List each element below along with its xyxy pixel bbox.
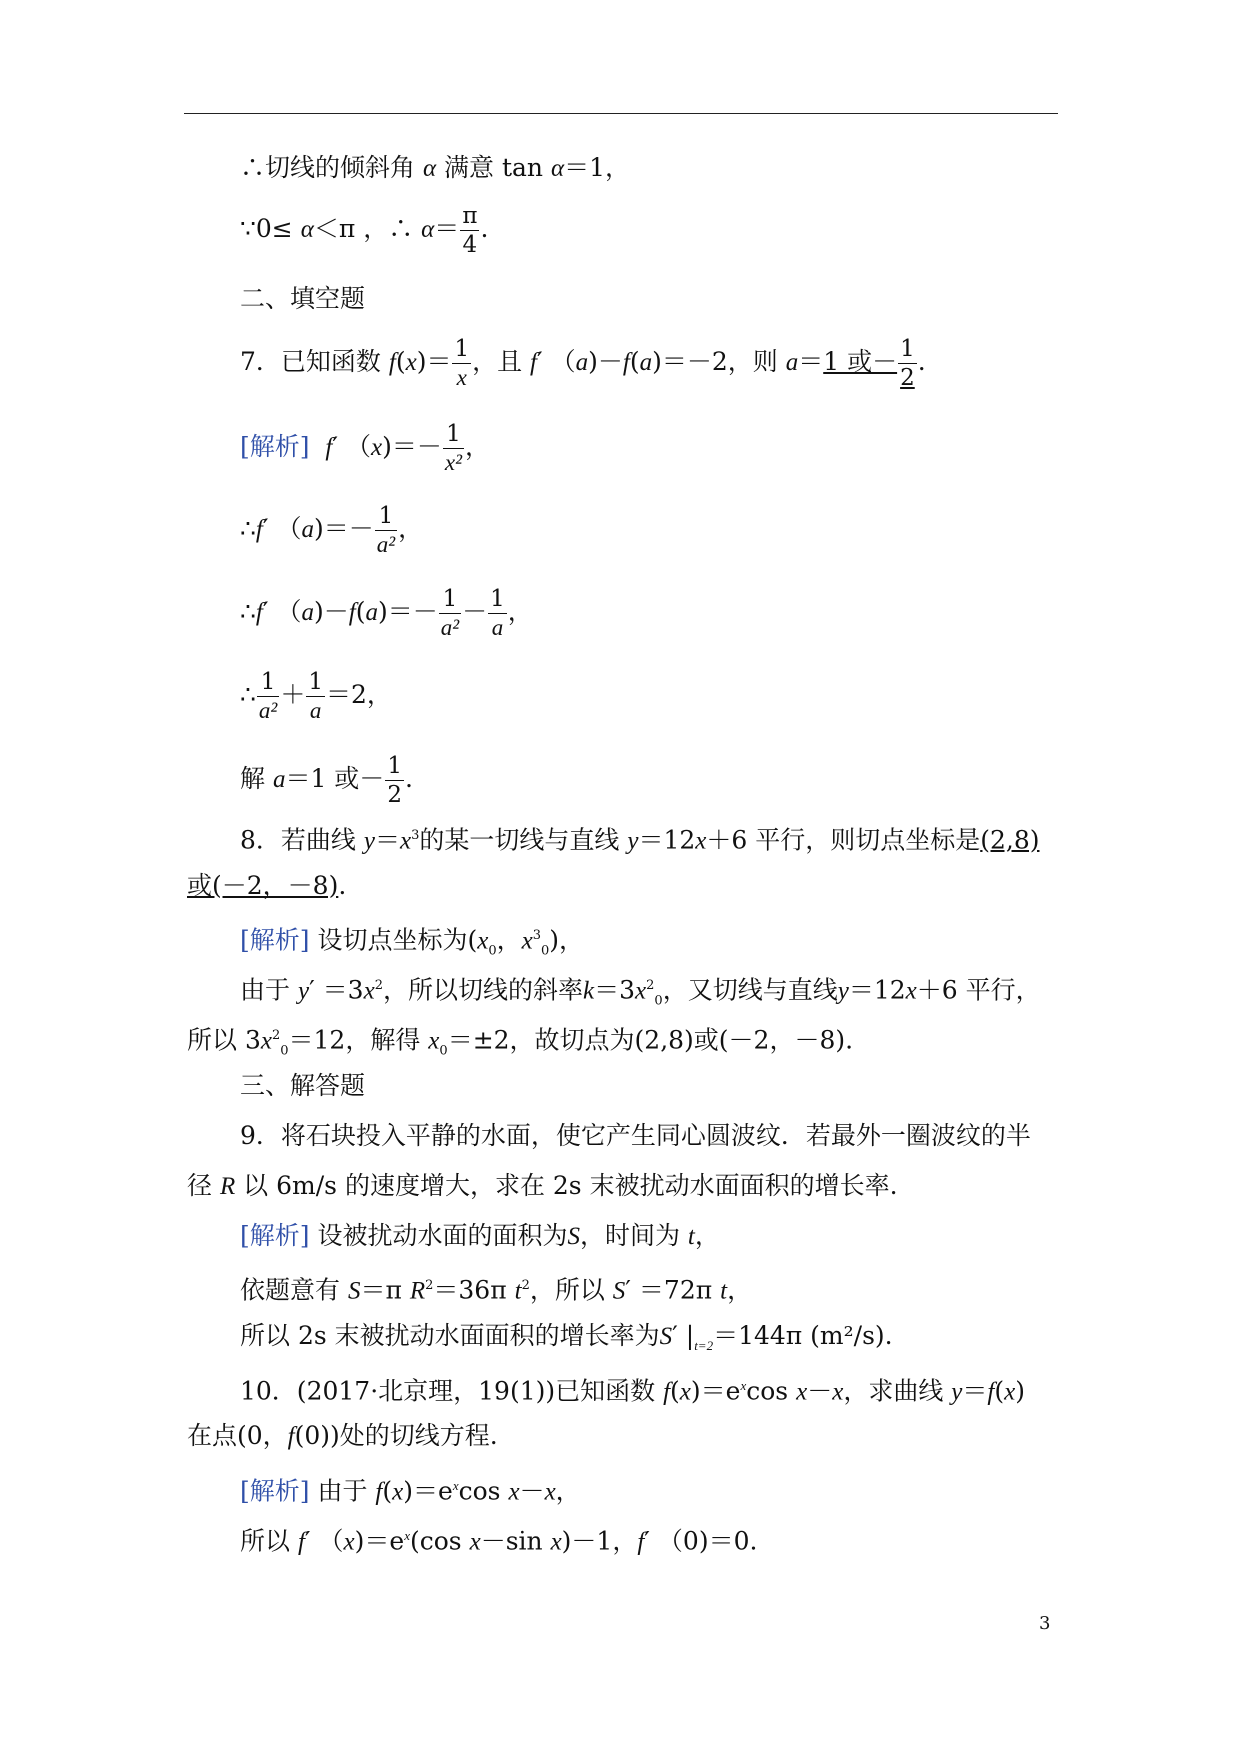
numerator: π [462, 203, 478, 229]
math-var: x [508, 1478, 520, 1506]
math-var: S [347, 1277, 361, 1305]
math-var: x [1004, 1378, 1016, 1406]
section-heading: 三、解答题 [240, 1071, 366, 1100]
text: 所以 3 [187, 1025, 261, 1055]
answer-blank: 1 或－ [823, 347, 898, 376]
math-var: x [905, 977, 917, 1005]
superscript: 2 [374, 978, 383, 993]
math-var: a [301, 516, 314, 543]
text: 设切点坐标为( [309, 925, 478, 955]
text: ＝ [962, 1376, 988, 1406]
text: 以 6m/s 的速度增大，求在 2s 末被扰动水面面积的增长率. [235, 1171, 898, 1200]
text: ∴ [240, 680, 256, 709]
superscript: 2 [425, 1278, 434, 1293]
text: )， [549, 925, 585, 955]
math-var: x [679, 1378, 691, 1406]
math-var: t [687, 1223, 695, 1250]
text: ∴ [240, 597, 256, 626]
superscript: x [452, 1478, 459, 1493]
text: 依题意有 [240, 1275, 348, 1305]
math-var: f [637, 1528, 645, 1556]
denominator: a [309, 698, 322, 723]
question-8-cont [187, 870, 346, 902]
denominator: 4 [462, 232, 478, 258]
text: 10．(2017·北京理，19(1))已知函数 [240, 1376, 664, 1406]
question-9-cont [187, 1170, 898, 1203]
subscript: 0 [280, 1043, 289, 1059]
text: cos [746, 1376, 797, 1406]
fraction [452, 335, 471, 392]
superscript: 2 [646, 978, 655, 993]
text: ＝2， [325, 680, 392, 709]
math-var: α [550, 155, 565, 182]
superscript: 3 [411, 828, 420, 843]
math-var: x [477, 927, 489, 955]
text: )＝－ [382, 432, 442, 461]
math-var: S [612, 1277, 626, 1305]
math-var: f [388, 349, 396, 376]
superscript: x [740, 1378, 747, 1393]
math-var: x [399, 827, 412, 855]
analysis-line [240, 920, 584, 967]
text: ′ （0)＝0. [644, 1526, 758, 1556]
math-var: α [422, 155, 437, 182]
text: )＝－ [377, 597, 438, 626]
text: ， [398, 514, 424, 543]
numerator: 1 [443, 420, 464, 449]
text: ′ ＝72π [625, 1275, 721, 1305]
denominator: x² [444, 450, 462, 475]
answer-blank: 或(－2，－8) [187, 871, 339, 900]
page-number: 3 [1039, 1613, 1051, 1634]
numerator: 1 [490, 586, 505, 612]
text: 7．已知函数 [240, 347, 389, 376]
text: ＝144π (m²/s). [713, 1321, 893, 1350]
text: )＝－2，则 [652, 347, 786, 376]
text: 由于 [309, 1476, 376, 1506]
text: ( [355, 597, 366, 626]
math-var: x [544, 1478, 556, 1506]
text: . [917, 347, 926, 376]
text: ，且 [472, 347, 531, 376]
math-var: x [832, 1378, 844, 1406]
math-var: a [639, 349, 653, 376]
math-var: a [301, 599, 314, 626]
text: ＝3 [594, 975, 636, 1005]
math-var: a [272, 766, 286, 793]
fraction [488, 585, 507, 642]
question-7 [240, 335, 926, 392]
text: ， [464, 432, 490, 461]
subscript: t=2 [694, 1338, 714, 1353]
math-var: y [627, 827, 639, 855]
text: ∵0≤ [240, 214, 301, 243]
fraction [439, 585, 461, 642]
numerator: 1 [387, 753, 402, 779]
text-line [240, 202, 488, 259]
text: )－ [588, 347, 623, 376]
denominator: a² [376, 532, 396, 557]
math-var: f [297, 1528, 305, 1556]
text: ＝π [360, 1275, 410, 1305]
text: －sin [480, 1526, 551, 1556]
analysis-tag: [解析] [240, 1476, 310, 1506]
analysis-tag: [解析] [240, 925, 310, 955]
analysis-line [240, 970, 1041, 1017]
math-var: f [530, 349, 537, 376]
math-var: x [428, 1027, 440, 1055]
math-var: x [796, 1378, 808, 1406]
analysis-tag: [解析] [240, 1221, 310, 1250]
math-var: f [375, 1478, 383, 1506]
text: ， [694, 1221, 720, 1250]
analysis-line [240, 1320, 893, 1362]
math-var: x [392, 1478, 404, 1506]
text: 在点(0， [187, 1421, 288, 1450]
text: ，求曲线 [843, 1376, 952, 1406]
text: . [338, 871, 347, 900]
text: (0))处的切线方程. [294, 1421, 498, 1450]
answer-blank: (2,8) [980, 825, 1040, 855]
text: 8．若曲线 [240, 825, 364, 855]
math-var: x [695, 827, 707, 855]
numerator: 1 [454, 336, 470, 362]
text: ＋6 平行，则切点坐标是 [706, 825, 981, 855]
text: ) [1015, 1376, 1025, 1406]
math-var: y [297, 977, 310, 1005]
math-var: x [469, 1528, 481, 1556]
math-var: f [348, 599, 356, 626]
analysis-line [240, 1220, 720, 1253]
text: ′ （ [332, 432, 371, 461]
text: ′ | [672, 1321, 695, 1350]
text: ， [507, 597, 533, 626]
denominator: a² [258, 698, 278, 723]
derivation-line [240, 752, 413, 809]
math-var: y [363, 827, 375, 855]
question-10 [240, 1370, 1025, 1408]
math-var: x [635, 977, 647, 1005]
text: ∴切线的倾斜角 [240, 153, 423, 182]
math-var: f [622, 349, 630, 376]
superscript: 2 [521, 1278, 530, 1293]
text: )＝－ [313, 514, 374, 543]
text: )－1， [561, 1526, 638, 1556]
text: 所以 [240, 1526, 298, 1556]
text-line [240, 152, 630, 185]
numerator: 1 [375, 502, 397, 531]
superscript: 3 [532, 928, 542, 943]
text: ′ （ [262, 597, 302, 626]
math-var: a [785, 349, 799, 376]
numerator: 1 [439, 585, 461, 614]
subscript: 0 [488, 943, 497, 959]
text: － [807, 1376, 833, 1406]
math-var: t [514, 1277, 522, 1305]
question-9: 9．将石块投入平静的水面，使它产生同心圆波纹．若最外一圈波纹的半 [240, 1121, 1031, 1150]
text: ′ （ [537, 347, 576, 376]
denominator: a² [440, 615, 460, 640]
math-var: x [521, 927, 533, 955]
question-8 [240, 820, 1039, 857]
math-var: α [421, 216, 435, 243]
math-var: k [583, 977, 595, 1005]
text: 满意 tan [436, 153, 551, 182]
fraction [385, 752, 404, 809]
math-var: a [365, 599, 378, 626]
text: ＝12 [848, 975, 906, 1005]
text: 设被扰动水面的面积为 [309, 1221, 568, 1250]
text: . [404, 764, 413, 793]
text: ( [395, 347, 406, 376]
text: ，时间为 [579, 1221, 688, 1250]
fraction [460, 202, 479, 259]
text: ＋6 平行， [916, 975, 1041, 1005]
fraction [306, 668, 325, 725]
subscript: 0 [439, 1043, 448, 1059]
subscript: 0 [541, 943, 550, 959]
math-var: x [260, 1027, 272, 1055]
text: ， [496, 925, 522, 955]
denominator: 2 [900, 365, 915, 391]
denominator: x [456, 365, 467, 390]
numerator: 1 [257, 668, 279, 697]
text: ＝1， [564, 153, 631, 182]
analysis-line [187, 1020, 853, 1067]
text: 所以 2s 末被扰动水面面积的增长率为 [240, 1321, 660, 1350]
text: )＝e [403, 1476, 453, 1506]
text: )＝e [354, 1526, 405, 1556]
text: ，又切线与直线 [662, 975, 838, 1005]
derivation-line [240, 585, 533, 642]
math-var: a [575, 349, 589, 376]
analysis-line [240, 420, 490, 477]
math-var: x [363, 977, 375, 1005]
analysis-line [240, 1470, 581, 1508]
math-var: y [837, 977, 849, 1005]
text: ( [670, 1376, 680, 1406]
question-10-cont [187, 1420, 498, 1453]
text: ， [727, 1275, 753, 1305]
subscript: 0 [654, 993, 663, 1009]
text: )＝e [690, 1376, 741, 1406]
text: 解 [240, 764, 273, 793]
math-var: f [987, 1378, 995, 1406]
text: ＝ [434, 214, 460, 243]
fraction [443, 420, 464, 477]
text: 由于 [240, 975, 298, 1005]
text: ， [555, 1476, 581, 1506]
text: . [480, 214, 489, 243]
text: ＝12 [638, 825, 696, 855]
fraction [257, 668, 279, 725]
math-var: f [255, 599, 263, 626]
text: － [519, 1476, 545, 1506]
text: ′ （ [304, 1526, 344, 1556]
math-var: x [405, 349, 417, 376]
numerator: 1 [900, 336, 915, 362]
analysis-line [240, 1270, 752, 1307]
math-var: f [663, 1378, 671, 1406]
text: cos [458, 1476, 509, 1506]
text: )＝ [416, 347, 452, 376]
text: )－ [313, 597, 349, 626]
text: ，所以 [529, 1275, 613, 1305]
fraction [375, 502, 397, 559]
header-rule [184, 113, 1058, 114]
derivation-line [240, 502, 423, 559]
text: 的某一切线与直线 [419, 825, 628, 855]
math-var: x [371, 434, 383, 461]
fraction [898, 335, 917, 392]
text: ＜π ，∴ [313, 214, 422, 243]
text: ，所以切线的斜率 [382, 975, 583, 1005]
analysis-line [240, 1520, 757, 1558]
text: ＋ [280, 680, 306, 709]
math-var: y [951, 1378, 963, 1406]
denominator: 2 [387, 782, 402, 808]
section-heading: 二、填空题 [240, 284, 366, 313]
text: ( [382, 1476, 393, 1506]
text: ＝36π [433, 1275, 515, 1305]
math-var: S [659, 1323, 673, 1350]
math-var: f [325, 434, 333, 461]
text: ＝ [798, 347, 824, 376]
math-var: S [567, 1223, 580, 1250]
text: － [462, 597, 488, 626]
math-var: t [720, 1277, 728, 1305]
numerator: 1 [308, 669, 323, 695]
math-var: x [343, 1528, 355, 1556]
denominator: a [491, 615, 504, 640]
text: ( [994, 1376, 1005, 1406]
text: ＝±2，故切点为(2,8)或(－2，－8). [447, 1025, 854, 1055]
text: ( [629, 347, 640, 376]
math-var: R [409, 1277, 426, 1305]
text: ＝12，解得 [288, 1025, 429, 1055]
text: ′ ＝3 [309, 975, 364, 1005]
math-var: f [287, 1423, 295, 1450]
superscript: 2 [271, 1028, 281, 1043]
math-var: f [255, 516, 263, 543]
text: 径 [187, 1171, 220, 1200]
text: (cos [409, 1526, 470, 1556]
math-var: R [219, 1173, 236, 1200]
superscript: x [404, 1528, 410, 1543]
text: ＝ [374, 825, 400, 855]
derivation-line [240, 668, 392, 725]
math-var: α [300, 216, 314, 243]
math-var: x [550, 1528, 562, 1556]
text: ∴ [240, 514, 256, 543]
text: ＝1 或－ [285, 764, 385, 793]
text: ′ （ [262, 514, 302, 543]
analysis-tag: [解析] [240, 432, 310, 461]
